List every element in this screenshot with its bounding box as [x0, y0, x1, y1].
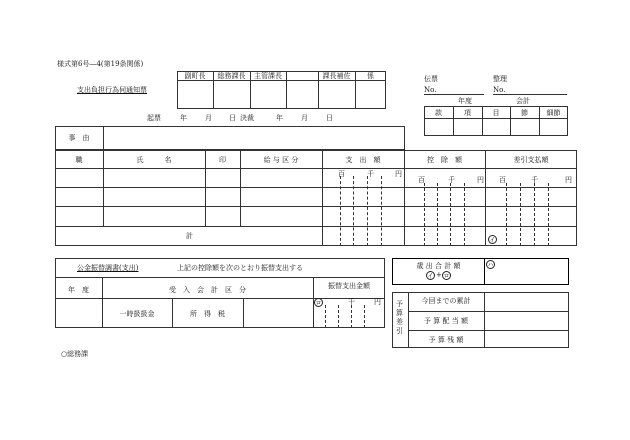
- voucher-label: 伝票: [424, 75, 438, 83]
- month-label: 月: [301, 114, 308, 122]
- remaining-label: 予 算 残 額: [428, 336, 464, 344]
- budget-col: 款: [435, 109, 442, 117]
- budget-col: 目: [492, 109, 500, 117]
- unit-yen: 円: [395, 170, 402, 178]
- unit-hundred: 百: [418, 176, 425, 184]
- footer-department: ○総務課: [61, 350, 89, 358]
- jiyu-label: 事 由: [68, 134, 90, 142]
- kaikei-label: 会計: [516, 97, 530, 105]
- unit-hundred: 百: [499, 176, 506, 184]
- voucher-seiri-label: 整理: [493, 75, 507, 83]
- allocated-label: 予 算 配 当 額: [424, 317, 468, 325]
- circle-ha-mark: ハ: [487, 262, 494, 269]
- col-header-name: 氏 名: [136, 156, 172, 164]
- budget-diff-side-label: 予算差引: [396, 300, 403, 335]
- transfer-col-year: 年 度: [68, 286, 89, 294]
- unit-thousand: 千: [348, 298, 355, 306]
- tax-label: 所 得 税: [190, 310, 225, 318]
- approval-label: 主管課長: [254, 72, 282, 80]
- circle-i-mark: イ: [489, 237, 496, 244]
- transfer-description: 上記の控除額を次のとおり振替支出する: [177, 264, 303, 272]
- nendo-label: 年度: [458, 97, 472, 105]
- document-title: 支出負担行為伺通知票: [77, 86, 147, 94]
- unit-hundred: 百: [338, 170, 345, 178]
- fund-label: 一時扱扱金: [119, 310, 155, 318]
- col-header-deduction: 控 除 額: [427, 156, 462, 164]
- cumulative-label: 今回までの累計: [421, 297, 471, 305]
- approval-label: 総務課長: [217, 72, 246, 80]
- col-header-expenditure: 支 出 額: [345, 156, 381, 164]
- day-label: 日: [326, 114, 333, 122]
- col-header-shoku: 職: [75, 156, 83, 164]
- day-label: 日: [229, 114, 236, 122]
- voucher-no-2: No.: [493, 86, 506, 94]
- circle-ro-mark: ロ: [443, 273, 450, 280]
- unit-yen: 円: [477, 176, 484, 184]
- transfer-col-account: 受 入 会 計 区 分: [169, 286, 246, 294]
- year-label: 年: [180, 114, 187, 122]
- unit-yen: 円: [374, 298, 381, 306]
- transfer-title: 公金振替調書(支出): [77, 264, 139, 272]
- approval-label: 課長補佐: [322, 72, 351, 80]
- approval-label: 係: [367, 72, 374, 80]
- col-header-salary-class: 給 与 区 分: [263, 156, 299, 164]
- circle-i-mark: イ: [427, 273, 434, 280]
- total-expenditure-label: 歳 出 合 計 額: [416, 262, 461, 270]
- col-header-seal: 印: [219, 156, 226, 164]
- budget-col: 節: [521, 109, 528, 117]
- approval-label: 副町長: [184, 72, 206, 80]
- total-label: 計: [186, 232, 193, 240]
- transfer-col-amount: 振替支出金額: [328, 282, 370, 290]
- budget-col: 細節: [546, 109, 561, 117]
- circle-ro-mark: ロ: [315, 300, 322, 307]
- unit-thousand: 千: [367, 170, 374, 178]
- unit-yen: 円: [565, 176, 572, 184]
- voucher-no-1: No.: [424, 86, 437, 94]
- plus-sign: +: [436, 271, 442, 279]
- month-label: 月: [205, 114, 212, 122]
- kessai-label: 決裁: [240, 114, 254, 122]
- budget-col: 項: [464, 109, 471, 117]
- kihyo-label: 起票: [147, 114, 161, 122]
- form-number: 様式第6号―4(第19条関係): [57, 60, 144, 68]
- unit-thousand: 千: [531, 176, 538, 184]
- year-label: 年: [276, 114, 283, 122]
- unit-thousand: 千: [448, 176, 455, 184]
- col-header-net-payment: 差引支払額: [513, 156, 549, 164]
